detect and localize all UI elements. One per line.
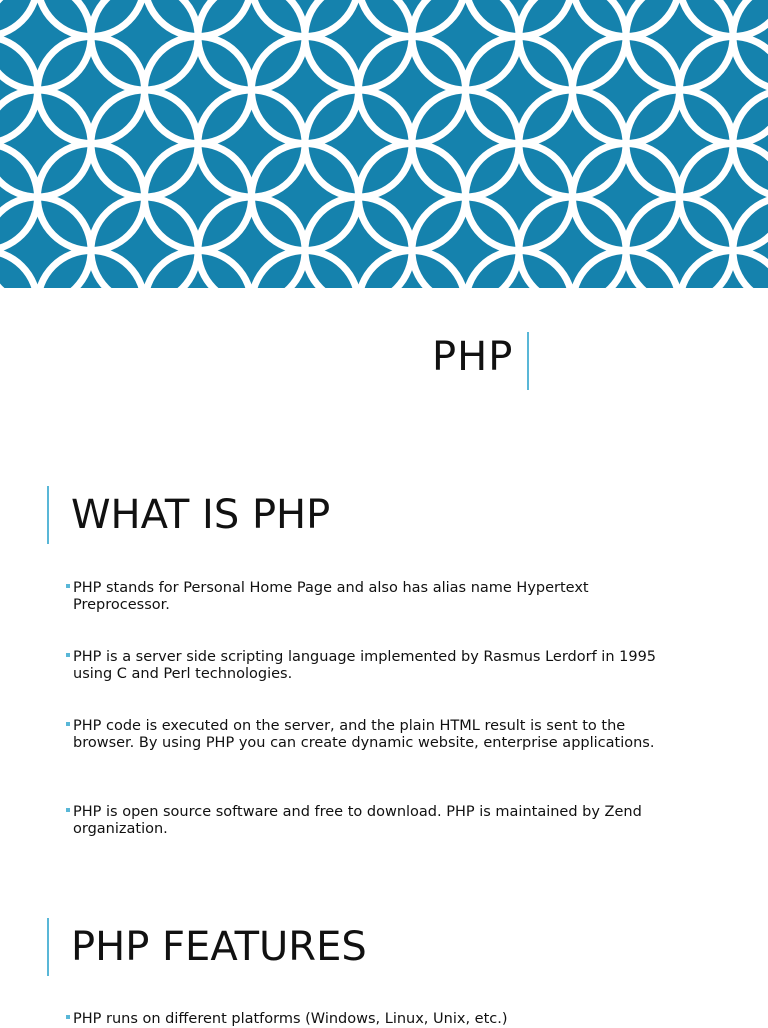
bullet-icon — [66, 808, 70, 812]
section-heading-what-is-php: WHAT IS PHP — [71, 492, 331, 538]
bullet-icon — [66, 653, 70, 657]
list-item — [66, 718, 673, 752]
bullet-icon — [66, 1015, 70, 1019]
bullet-text: PHP stands for Personal Home Page and also has alias name Hypertext Preprocessor. — [73, 580, 589, 613]
bullet-text: PHP is open source software and free to download. PHP is maintained by Zend organization. — [73, 804, 642, 837]
list-item — [66, 580, 673, 614]
bullet-icon — [66, 722, 70, 726]
title-accent-bar — [527, 332, 529, 390]
circle-lattice-pattern — [0, 0, 768, 288]
what-is-php-bullet-list — [66, 487, 666, 847]
decorative-pattern-banner — [0, 0, 768, 288]
section-accent-bar — [47, 918, 49, 976]
section-heading-php-features: PHP FEATURES — [71, 924, 367, 970]
bullet-icon — [66, 584, 70, 588]
bullet-text: PHP code is executed on the server, and the plain HTML result is sent to the browser. By using PHP you can create dynamic website, enterprise applications. — [73, 718, 655, 751]
php-features-bullet-list — [66, 1011, 666, 1028]
bullet-text: PHP is a server side scripting language implemented by Rasmus Lerdorf in 1995 using C and Perl technologies. — [73, 649, 657, 682]
title-slide — [0, 288, 768, 438]
list-item — [66, 649, 673, 683]
slide-title: PHP — [432, 334, 514, 380]
list-item — [66, 804, 673, 838]
section-accent-bar — [47, 486, 49, 544]
bullet-text: PHP runs on different platforms (Windows, Linux, Unix, etc.) — [73, 1011, 508, 1027]
list-item — [66, 1011, 666, 1028]
